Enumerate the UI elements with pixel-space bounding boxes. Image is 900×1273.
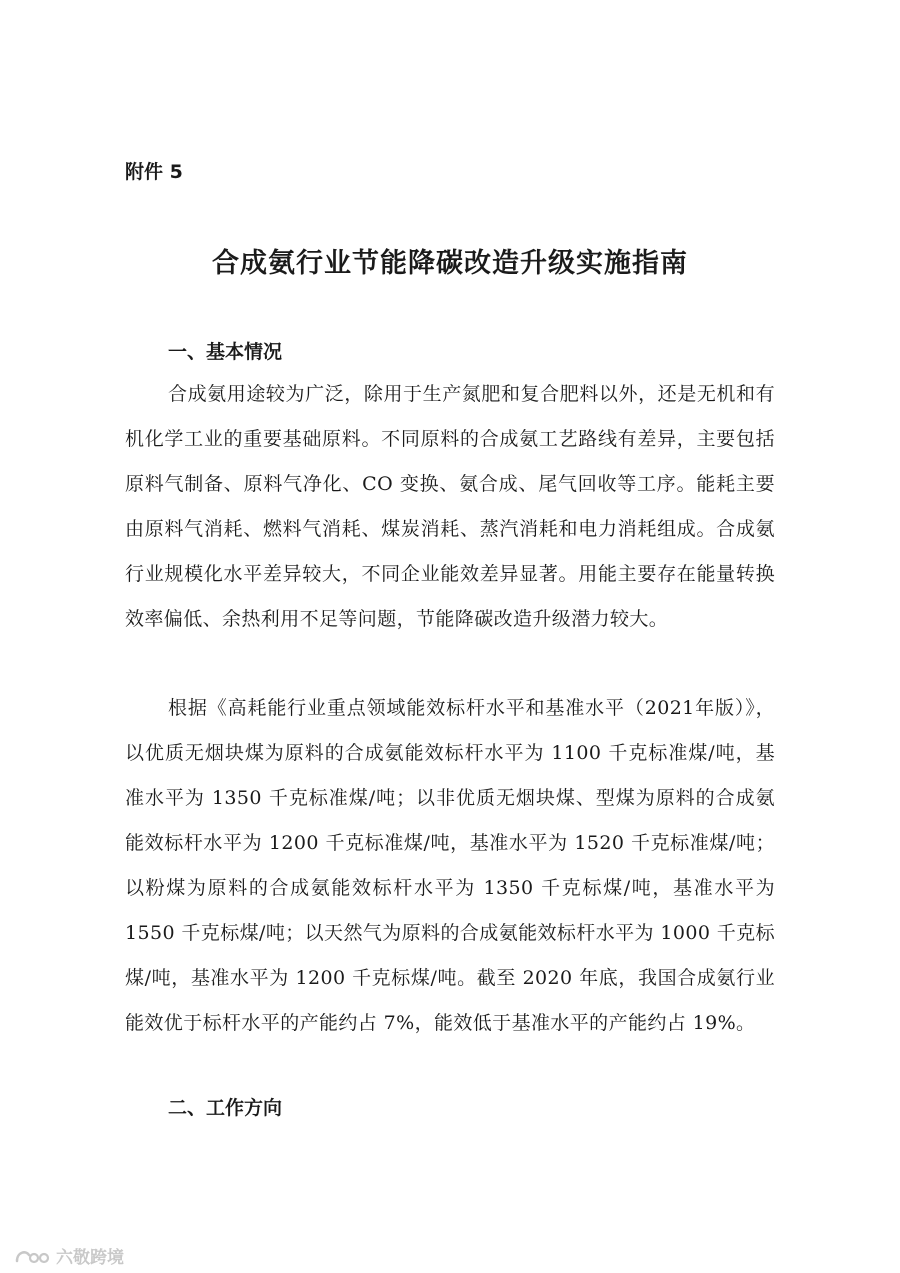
watermark	[14, 1243, 124, 1268]
section-heading-basic-situation: 一、基本情况	[168, 341, 283, 363]
watermark-logo-icon	[14, 1246, 50, 1266]
paragraph-benchmark-levels: 根据《高耗能行业重点领域能效标杆水平和基准水平（2021年版）》，以优质无烟块煤为原料的合成氨能效标杆水平为 1100 千克标准煤/吨，基准水平为 1350 千克标准煤/吨；以非优质无烟块煤、型煤为原料的合成氨能效标杆水平为 1200 千克标准煤/吨，基准水平为 1520 千克标准煤/吨；以粉煤为原料的合成氨能效标杆水平为 1350 千克标煤/吨，基准水平为 1550 千克标煤/吨；以天然气为原料的合成氨能效标杆水平为 1000 千克标煤/吨，基准水平为 1200 千克标煤/吨。截至 2020 年底，我国合成氨行业能效优于标杆水平的产能约占 7%，能效低于基准水平的产能约占 19%。	[125, 697, 775, 1034]
attachment-label: 附件 5	[125, 161, 183, 183]
paragraph-overview: 合成氨用途较为广泛，除用于生产氮肥和复合肥料以外，还是无机和有机化学工业的重要基础原料。不同原料的合成氨工艺路线有差异，主要包括原料气制备、原料气净化、CO 变换、氨合成、尾气回收等工序。能耗主要由原料气消耗、燃料气消耗、煤炭消耗、蒸汽消耗和电力消耗组成。合成氨行业规模化水平差异较大，不同企业能效差异显著。用能主要存在能量转换效率偏低、余热利用不足等问题，节能降碳改造升级潜力较大。	[125, 383, 775, 630]
section-heading-work-direction: 二、工作方向	[168, 1097, 283, 1119]
watermark-text: 六敬跨境	[56, 1248, 124, 1268]
document-title: 合成氨行业节能降碳改造升级实施指南	[212, 248, 688, 279]
